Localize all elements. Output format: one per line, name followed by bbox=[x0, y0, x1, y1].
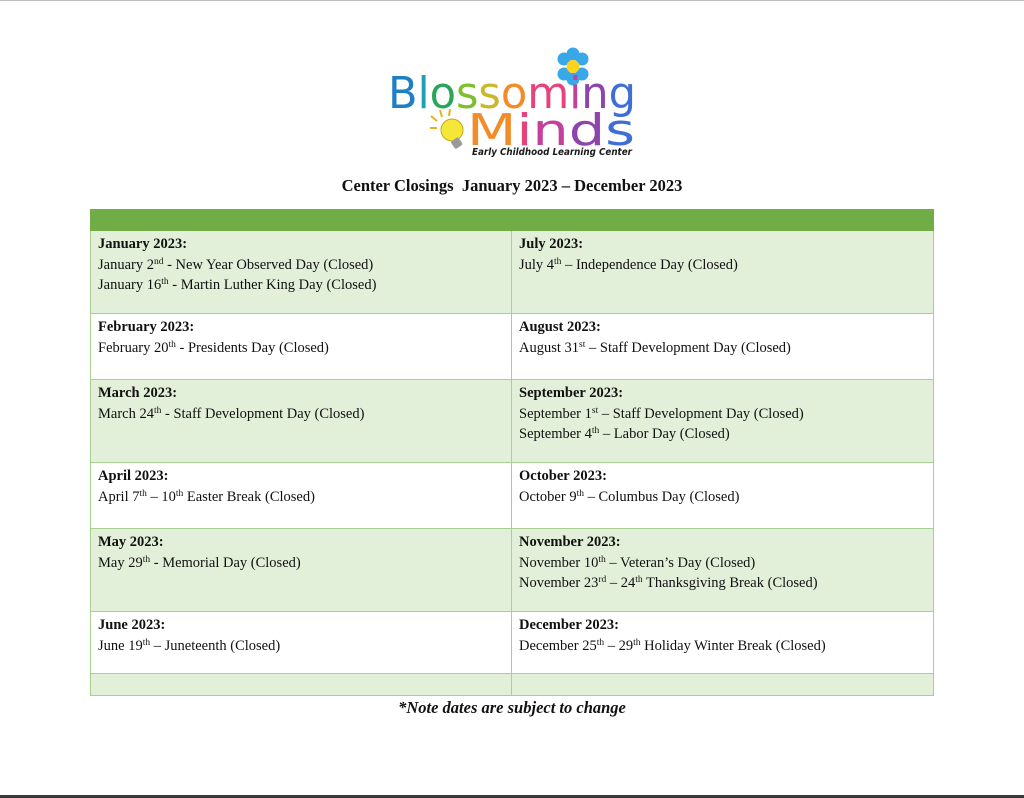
event-text: September 1 bbox=[519, 405, 592, 422]
month-title: October 2023: bbox=[519, 468, 607, 484]
month-cell-left bbox=[91, 380, 512, 463]
month-cell-left bbox=[91, 674, 512, 696]
ordinal-suffix: st bbox=[591, 405, 599, 416]
table-row bbox=[91, 612, 934, 674]
logo-artwork bbox=[0, 0, 1024, 170]
table-row bbox=[91, 380, 934, 463]
ordinal-suffix: th bbox=[596, 637, 605, 648]
event-text: December 25 bbox=[519, 637, 597, 654]
month-cell-right bbox=[512, 529, 934, 612]
month-title: June 2023: bbox=[98, 617, 166, 633]
closing-event bbox=[98, 487, 504, 508]
closing-event bbox=[98, 636, 504, 657]
event-text: - New Year Observed Day (Closed) bbox=[163, 256, 374, 273]
ordinal-suffix: th bbox=[168, 339, 176, 350]
event-text: November 10 bbox=[519, 554, 599, 571]
month-title: February 2023: bbox=[98, 319, 195, 335]
closing-event bbox=[98, 338, 504, 359]
table-row bbox=[91, 674, 934, 696]
ordinal-suffix: th bbox=[554, 256, 562, 267]
event-text: – Columbus Day (Closed) bbox=[583, 488, 740, 505]
ordinal-suffix: rd bbox=[598, 575, 607, 585]
event-text: April 7 bbox=[98, 488, 140, 505]
month-title: January 2023: bbox=[98, 236, 188, 252]
event-text: – Staff Development Day (Closed) bbox=[585, 339, 791, 356]
event-text: October 9 bbox=[519, 488, 577, 505]
table-row bbox=[91, 231, 934, 314]
month-title: November 2023: bbox=[519, 534, 621, 550]
closing-event bbox=[519, 487, 926, 508]
event-text: Easter Break (Closed) bbox=[183, 488, 315, 505]
month-cell-right bbox=[512, 674, 934, 696]
month-title: April 2023: bbox=[98, 468, 169, 484]
ordinal-suffix: th bbox=[139, 488, 147, 499]
event-text: Holiday Winter Break (Closed) bbox=[640, 637, 826, 654]
month-title: May 2023: bbox=[98, 534, 164, 550]
event-text: – 10 bbox=[146, 488, 176, 505]
closing-event bbox=[519, 424, 926, 445]
event-text: January 16 bbox=[98, 277, 162, 293]
closing-event bbox=[519, 573, 926, 594]
ordinal-suffix: st bbox=[579, 339, 586, 350]
month-cell-left bbox=[91, 463, 512, 529]
closings-table bbox=[90, 209, 934, 696]
header-cell bbox=[91, 210, 512, 231]
event-text: – 24 bbox=[606, 575, 636, 591]
event-text: – 29 bbox=[604, 637, 634, 654]
closing-event bbox=[519, 404, 926, 425]
month-cell-left bbox=[91, 612, 512, 674]
month-title: September 2023: bbox=[519, 385, 624, 401]
header-cell bbox=[512, 210, 934, 231]
closing-event bbox=[98, 255, 504, 276]
event-text: November 23 bbox=[519, 575, 599, 591]
month-title: December 2023: bbox=[519, 617, 619, 633]
table-row bbox=[91, 463, 934, 529]
event-text: - Presidents Day (Closed) bbox=[175, 339, 329, 356]
blossoming-minds-logo bbox=[0, 0, 1024, 170]
closing-event bbox=[519, 553, 926, 574]
ordinal-suffix: th bbox=[142, 554, 151, 565]
event-text: Thanksgiving Break (Closed) bbox=[642, 575, 818, 591]
ordinal-suffix: nd bbox=[153, 256, 164, 267]
ordinal-suffix: th bbox=[633, 637, 641, 648]
table-row bbox=[91, 529, 934, 612]
event-text: February 20 bbox=[98, 339, 169, 356]
event-text: - Memorial Day (Closed) bbox=[150, 554, 301, 571]
event-text: - Staff Development Day (Closed) bbox=[161, 405, 365, 422]
event-text: – Staff Development Day (Closed) bbox=[598, 405, 804, 422]
event-text: – Veteran’s Day (Closed) bbox=[605, 554, 756, 571]
page-title: Center Closings January 2023 – December 2023 bbox=[341, 176, 683, 195]
logo-word-minds: M in d s bbox=[467, 105, 629, 156]
closing-event bbox=[98, 275, 504, 296]
event-text: March 24 bbox=[98, 405, 154, 422]
event-text: January 2 bbox=[98, 256, 154, 273]
month-title: August 2023: bbox=[519, 319, 601, 335]
month-cell-left bbox=[91, 314, 512, 380]
month-title: July 2023: bbox=[519, 236, 584, 252]
month-cell-left bbox=[91, 231, 512, 314]
event-text: - Martin Luther King Day (Closed) bbox=[168, 277, 377, 293]
month-cell-left bbox=[91, 529, 512, 612]
event-text: July 4 bbox=[519, 256, 555, 273]
ordinal-suffix: th bbox=[153, 405, 162, 416]
month-cell-right bbox=[512, 463, 934, 529]
month-cell-right bbox=[512, 612, 934, 674]
closing-event bbox=[519, 338, 926, 359]
ordinal-suffix: th bbox=[598, 554, 606, 565]
event-text: August 31 bbox=[519, 339, 580, 356]
table-row bbox=[91, 314, 934, 380]
closing-event bbox=[519, 636, 926, 657]
event-text: – Juneteenth (Closed) bbox=[150, 637, 281, 654]
closing-event bbox=[98, 553, 504, 574]
ordinal-suffix: th bbox=[161, 277, 169, 287]
month-title: March 2023: bbox=[98, 385, 178, 401]
event-text: September 4 bbox=[519, 426, 592, 442]
month-cell-right bbox=[512, 314, 934, 380]
event-text: June 19 bbox=[98, 637, 143, 654]
footnote: *Note dates are subject to change bbox=[398, 698, 626, 717]
table-header-bar bbox=[91, 210, 934, 231]
ordinal-suffix: th bbox=[175, 488, 184, 499]
event-text: – Independence Day (Closed) bbox=[561, 256, 738, 273]
event-text: May 29 bbox=[98, 554, 143, 571]
ordinal-suffix: th bbox=[142, 637, 151, 648]
closing-event bbox=[519, 255, 926, 276]
logo-word-blossoming: Blossoming bbox=[388, 68, 637, 119]
event-text: – Labor Day (Closed) bbox=[599, 426, 730, 442]
closing-event bbox=[98, 404, 504, 425]
month-cell-right bbox=[512, 231, 934, 314]
ordinal-suffix: th bbox=[576, 488, 584, 499]
ordinal-suffix: th bbox=[635, 575, 643, 585]
ordinal-suffix: th bbox=[591, 426, 600, 436]
month-cell-right bbox=[512, 380, 934, 463]
logo-tagline: Early Childhood Learning Center bbox=[472, 147, 634, 158]
